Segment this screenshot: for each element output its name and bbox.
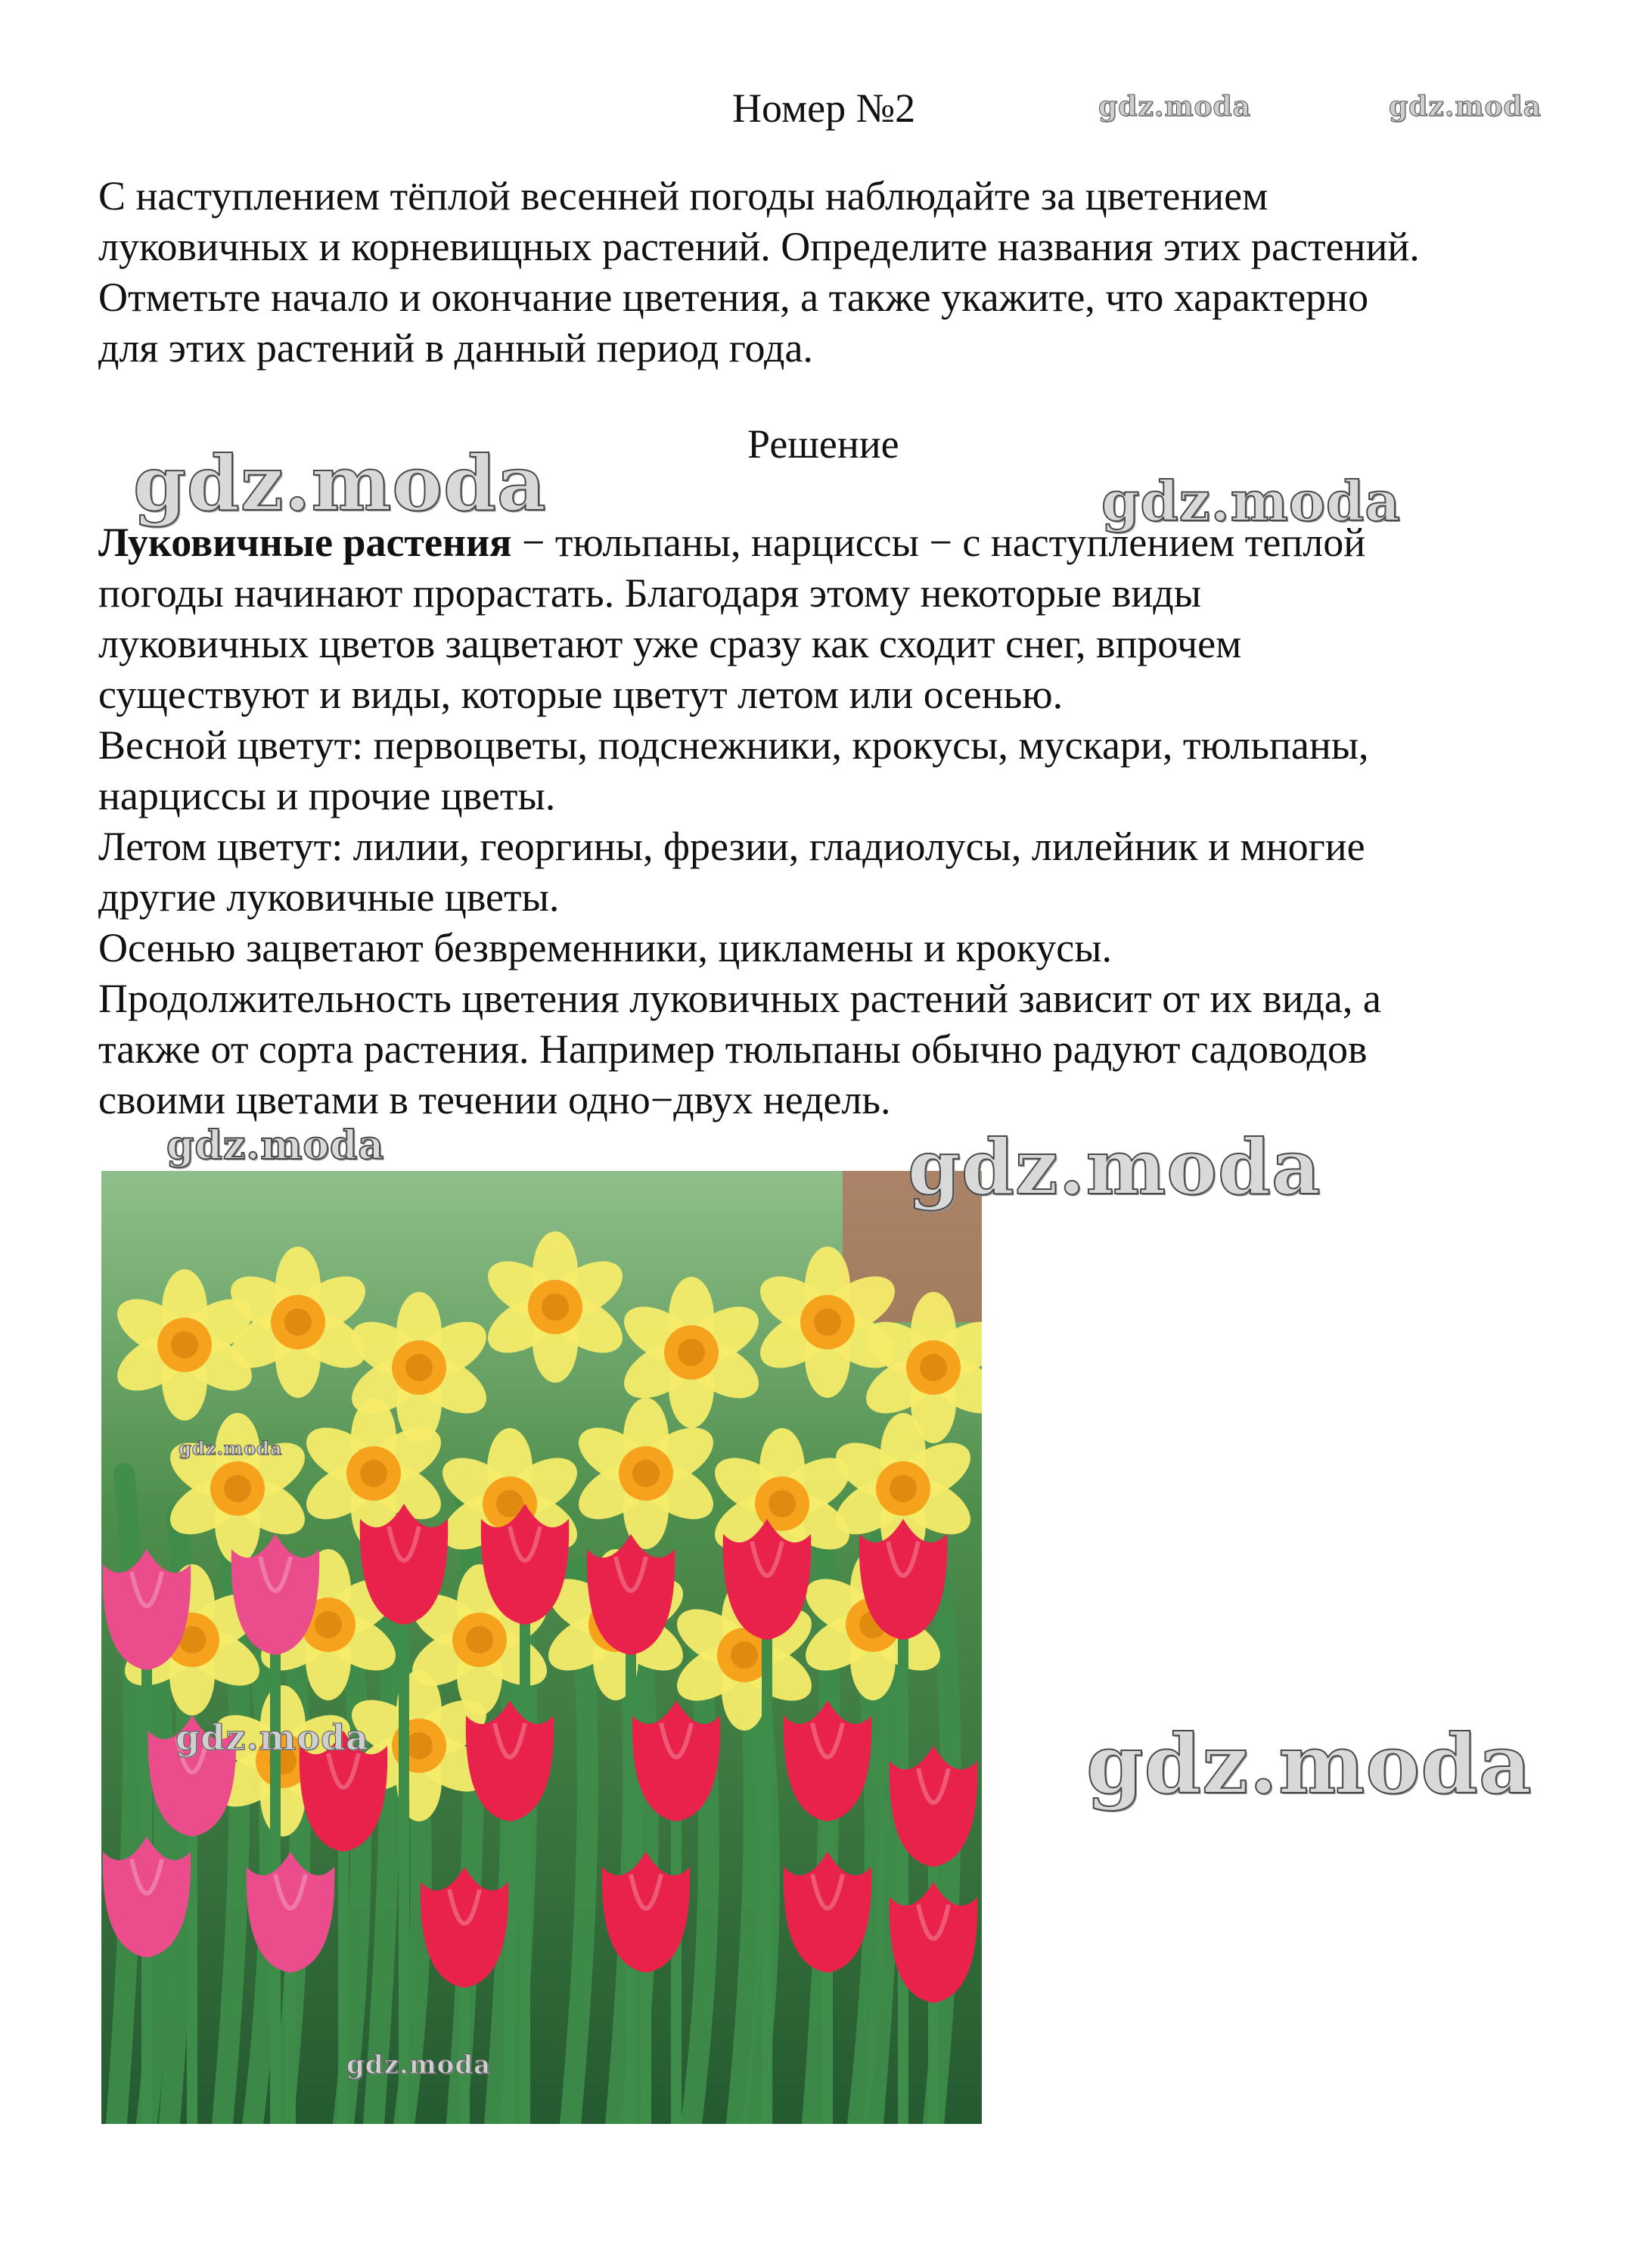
daffodil-center <box>542 1293 569 1321</box>
daffodil-center <box>171 1331 198 1358</box>
daffodil-center <box>405 1354 433 1381</box>
solution-line: другие луковичные цветы. <box>98 874 560 920</box>
solution-line: существуют и виды, которые цветут летом или осенью. <box>98 672 1064 717</box>
solution-line: Осенью зацветают безвременники, цикламены и крокусы. <box>98 925 1113 970</box>
solution-line: своими цветами в течении одно−двух недель. <box>98 1077 891 1122</box>
solution-line: Продолжительность цветения луковичных растений зависит от их вида, а <box>98 976 1381 1021</box>
watermark: gdz.moda <box>1098 91 1251 123</box>
task-line: луковичных и корневищных растений. Определите названия этих растений. <box>98 224 1420 269</box>
daffodil-center <box>315 1611 342 1638</box>
solution-line: также от сорта растения. Например тюльпаны обычно радуют садоводов <box>98 1026 1368 1072</box>
daffodil-center <box>920 1354 947 1381</box>
daffodil-center <box>405 1732 433 1759</box>
task-text <box>98 171 1581 374</box>
watermark: gdz.moda <box>179 1437 283 1459</box>
daffodil-center <box>284 1309 312 1336</box>
bold-term: Луковичные растения <box>98 520 512 565</box>
solution-line <box>98 517 1581 568</box>
watermark: gdz.moda <box>908 1122 1321 1212</box>
daffodil-center <box>814 1309 841 1336</box>
solution-line: Весной цветут: первоцветы, подснежники, крокусы, мускари, тюльпаны, <box>98 722 1369 768</box>
daffodil-center <box>360 1460 387 1487</box>
solution-line: луковичных цветов зацветают уже сразу как сходит снег, впрочем <box>98 621 1242 666</box>
watermark: gdz.moda <box>346 2050 492 2080</box>
daffodil-center <box>224 1475 251 1502</box>
watermark: gdz.moda <box>166 1122 385 1169</box>
daffodil-center <box>731 1641 758 1669</box>
watermark: gdz.moda <box>1086 1717 1532 1812</box>
solution-heading: Решение <box>747 421 899 467</box>
solution-line: погоды начинают прорастать. Благодаря этому некоторые виды <box>98 570 1202 616</box>
daffodil-center <box>890 1475 917 1502</box>
daffodil-center <box>678 1339 705 1366</box>
watermark: gdz.moda <box>1101 469 1401 533</box>
solution-line: Летом цветут: лилии, георгины, фрезии, гладиолусы, лилейник и многие <box>98 824 1365 869</box>
task-line: Отметьте начало и окончание цветения, а также укажите, что характерно <box>98 275 1369 320</box>
watermark: gdz.moda <box>175 1717 369 1758</box>
daffodil-center <box>769 1490 796 1517</box>
daffodil-center <box>466 1626 493 1653</box>
flowers-illustration <box>101 1171 982 2124</box>
solution-line: нарциссы и прочие цветы. <box>98 773 556 818</box>
solution-line-rest: − тюльпаны, нарциссы − с наступлением теплой <box>511 520 1366 565</box>
watermark: gdz.moda <box>133 439 547 528</box>
page-title: Номер №2 <box>732 85 916 131</box>
flowers-photo <box>101 1171 982 2124</box>
solution-text <box>98 517 1581 1126</box>
daffodil-center <box>632 1460 660 1487</box>
task-line: для этих растений в данный период года. <box>98 325 813 371</box>
watermark: gdz.moda <box>1389 91 1542 123</box>
task-line: С наступлением тёплой весенней погоды наблюдайте за цветением <box>98 173 1268 219</box>
